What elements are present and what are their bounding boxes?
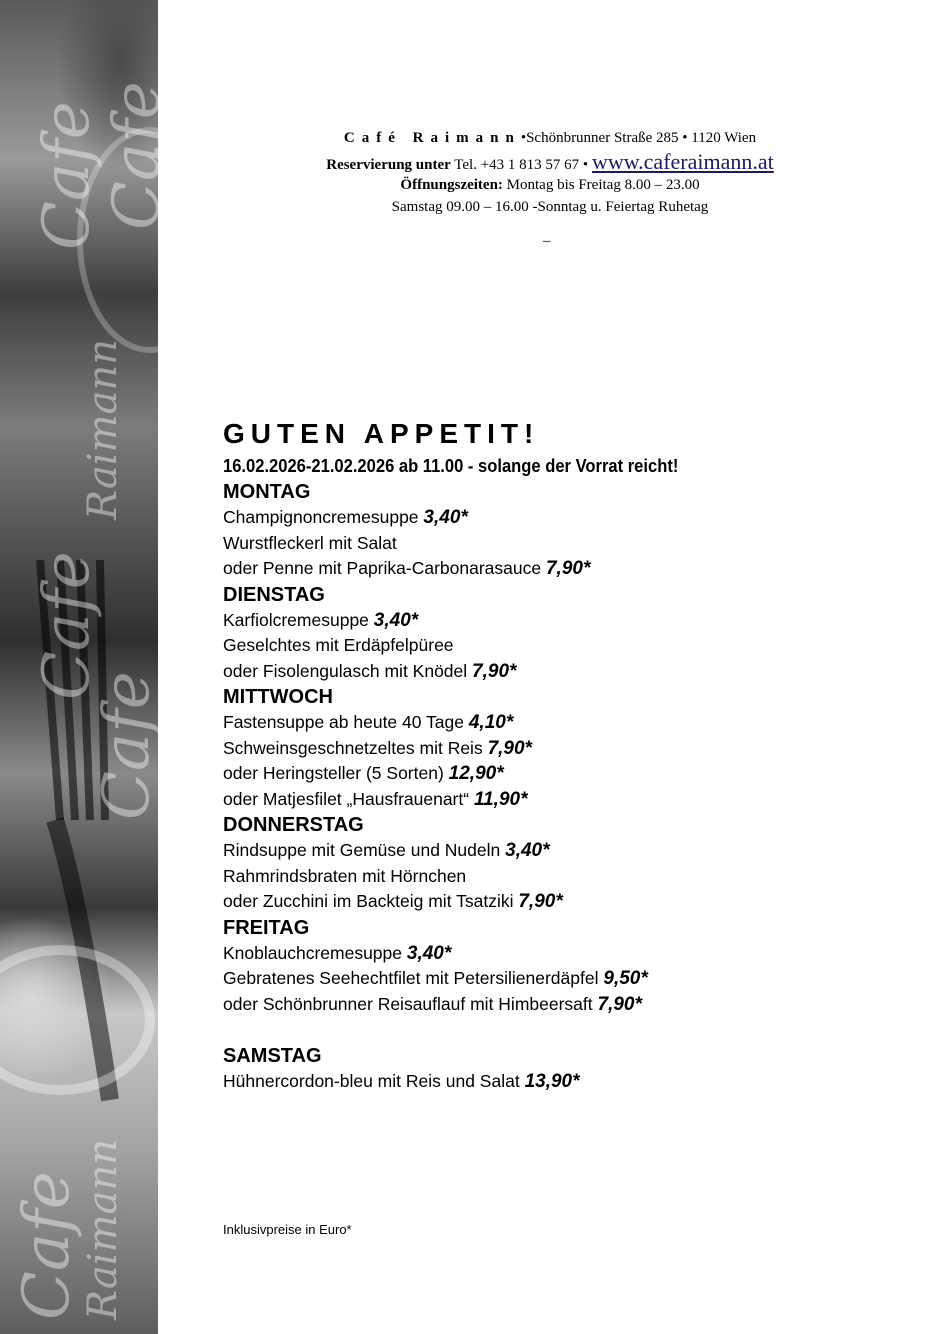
strip-word-cafe-5: Cafe [10, 1171, 84, 1320]
dish-item [223, 787, 923, 813]
strip-word-cafe-4: Cafe [90, 671, 164, 820]
dish-item [223, 736, 923, 762]
website-link[interactable]: www.caferaimann.at [591, 149, 774, 174]
day-heading-freitag: FREITAG [223, 916, 310, 939]
dish-name: oder Schönbrunner Reisauflauf mit Himbeersaft [223, 993, 593, 1014]
dish-name: Rahmrindsbraten mit Hörnchen [223, 865, 467, 886]
dish-price: 7,90* [597, 993, 642, 1015]
price-footnote: Inklusivpreise in Euro* [223, 1222, 352, 1237]
reservation-label: Reservierung unter [326, 157, 451, 173]
hours-label: Öffnungszeiten: [400, 177, 503, 193]
header-hours-line [160, 174, 940, 196]
day-heading-mittwoch: MITTWOCH [223, 686, 333, 708]
section-spacer [223, 1017, 923, 1043]
hours-weekend: Samstag 09.00 – 16.00 -Sonntag u. Feiertag Ruhetag [391, 199, 709, 215]
dish-item [223, 505, 923, 531]
dish-item [223, 659, 923, 685]
dish-item [223, 864, 923, 890]
dish-item [223, 761, 923, 787]
cafe-address: •Schönbrunner Straße 285 • 1120 Wien [520, 130, 757, 146]
dish-name: Fastensuppe ab heute 40 Tage [223, 712, 464, 732]
hours-weekday: Montag bis Freitag 8.00 – 23.00 [506, 177, 700, 193]
dish-price: 11,90* [473, 788, 528, 810]
dish-name: oder Zucchini im Backteig mit Tsatziki [223, 891, 514, 911]
dish-name: Hühnercordon-bleu mit Reis und Salat [223, 1071, 520, 1091]
dish-name: Geselchtes mit Erdäpfelpüree [223, 635, 454, 655]
cafe-brand: Café Raimann [343, 130, 521, 146]
dish-item [223, 1069, 923, 1095]
dish-item [223, 608, 923, 634]
dish-item [223, 889, 923, 915]
menu-title: GUTEN APPETIT! [223, 418, 540, 449]
dish-name: Rindsuppe mit Gemüse und Nudeln [223, 840, 501, 860]
dish-name: Schweinsgeschnetzeltes mit Reis [223, 737, 483, 758]
dish-item [223, 838, 923, 864]
strip-word-raimann-1: Raimann [80, 339, 126, 520]
dish-item [223, 966, 923, 992]
strip-word-cafe-1: Cafe [30, 101, 104, 250]
menu-days [223, 479, 923, 1095]
dish-name: oder Matjesfilet „Hausfrauenart“ [223, 788, 470, 809]
header-address-line [160, 126, 940, 150]
dish-item [223, 556, 923, 582]
dish-price: 9,50* [603, 968, 648, 989]
dish-item [223, 710, 923, 736]
dish-price: 7,90* [472, 660, 517, 682]
dish-price: 3,40* [423, 507, 468, 528]
dish-item [223, 941, 923, 967]
dish-item [223, 992, 923, 1018]
dish-price: 7,90* [518, 891, 563, 912]
decorative-photo-strip [0, 0, 174, 1334]
dish-item [223, 633, 923, 659]
dish-name: oder Penne mit Paprika-Carbonarasauce [223, 558, 542, 578]
dish-name: Knoblauchcremesuppe [223, 942, 403, 963]
dish-name: oder Fisolengulasch mit Knödel [223, 660, 468, 681]
dish-price: 4,10* [468, 712, 514, 733]
dish-name: oder Heringsteller (5 Sorten) [223, 763, 444, 783]
dish-price: 7,90* [545, 558, 591, 579]
dish-name: Wurstfleckerl mit Salat [223, 532, 397, 553]
header-contact-line [160, 150, 940, 174]
dish-item [223, 531, 923, 557]
day-heading-samstag: SAMSTAG [223, 1045, 322, 1067]
dish-price: 12,90* [448, 763, 504, 784]
dish-price: 13,90* [524, 1071, 580, 1092]
strip-word-cafe-3: Cafe [30, 551, 104, 700]
dish-price: 3,40* [406, 942, 452, 964]
cafe-header [160, 126, 940, 218]
dish-name: Karfiolcremesuppe [223, 609, 369, 630]
dish-price: 3,40* [373, 609, 419, 631]
dish-price: 3,40* [505, 840, 550, 861]
header-separator: _ [543, 228, 551, 244]
weekly-menu [223, 415, 923, 1095]
day-heading-montag: MONTAG [223, 481, 311, 503]
day-heading-dienstag: DIENSTAG [223, 583, 325, 606]
menu-period: 16.02.2026-21.02.2026 ab 11.00 - solange der Vorrat reicht! [223, 456, 679, 476]
dish-name: Gebratenes Seehechtfilet mit Petersilienerdäpfel [223, 968, 599, 988]
strip-word-raimann-2: Raimann [80, 1139, 126, 1320]
strip-word-cafe-2: Cafe [100, 81, 174, 230]
dish-name: Champignoncremesuppe [223, 507, 419, 527]
dish-price: 7,90* [487, 737, 532, 759]
day-heading-donnerstag: DONNERSTAG [223, 814, 364, 836]
phone-number: Tel. +43 1 813 57 67 • [454, 157, 589, 173]
